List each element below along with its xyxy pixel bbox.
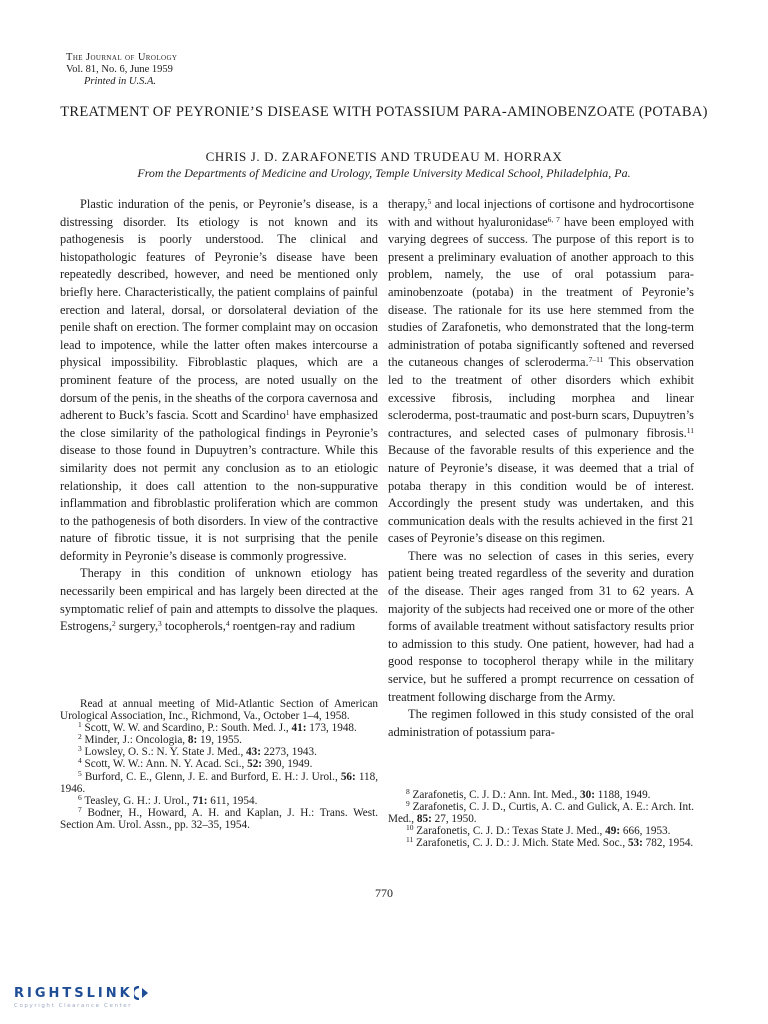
- paragraph: Therapy in this condition of unknown etiology has necessarily been empirical and has largely been directed at the symptomatic relief of pain and attempts to dissolve the plaques. Estrogens,$^2$ surgery,$^3$ tocopherols,$^4$ roentgen-ray and radium: [60, 566, 378, 634]
- footnote: $^3$ Lowsley, O. S.: N. Y. State J. Med., 43: 2273, 1943.: [78, 744, 317, 759]
- citation: 11: [686, 425, 694, 435]
- footnotes-left: [60, 698, 378, 831]
- article-authors: CHRIS J. D. ZARAFONETIS AND TRUDEAU M. HORRAX: [205, 149, 563, 164]
- footnote: $^7$ Bodner, H., Howard, A. H. and Kaplan, J. H.: Trans. West. Section Am. Urol. Assn., pp. 32–35, 1954.: [60, 804, 378, 831]
- paragraph: There was no selection of cases in this series, every patient being treated regardless of the severity and duration of the disease. Their ages ranged from 31 to 62 years. A majority of the subjects had received one or more of the other forms of available treatment without satisfactory results prior to admission to this study. One patient, however, had had a good response to tocopherol therapy while in the military service, but he suffered a prompt recurrence on cessation of treatment following discharge from the Army.: [388, 548, 694, 704]
- citation: 2: [111, 619, 116, 629]
- footnote: $^4$ Scott, W. W.: Ann. N. Y. Acad. Sci., 52: 390, 1949.: [78, 756, 313, 771]
- body-column-left: [60, 196, 378, 636]
- footnote: $^8$ Zarafonetis, C. J. D.: Ann. Int. Med., 30: 1188, 1949.: [406, 787, 651, 801]
- footnote: $^5$ Burford, C. E., Glenn, J. E. and Burford, E. H.: J. Urol., 56: 118, 1946.: [60, 768, 378, 795]
- journal-volume: Vol. 81, No. 6, June 1959: [66, 64, 173, 75]
- footnote: $^6$ Teasley, G. H.: J. Urol., 71: 611, 1954.: [78, 792, 258, 807]
- rightslink-subtitle: Copyright Clearance Center: [14, 1003, 133, 1009]
- rightslink-logo-text: RIGHTSLINK: [14, 985, 133, 1001]
- footnotes-right: [388, 789, 694, 849]
- article-affiliation: From the Departments of Medicine and Urology, Temple University Medical School, Philadelphia, Pa.: [137, 166, 631, 180]
- paragraph: therapy,$^5$ and local injections of cortisone and hydrocortisone with and without hyaluronidase$^{6, 7}$ have been employed with varying degrees of success. The purpose of this report is to present a preliminary evaluation of another approach to this problem, namely, the use of oral potassium para-aminobenzoate (potaba) in the treatment of Peyronie’s disease. The rationale for its use here stemmed from the studies of Zarafonetis, who demonstrated that the long-term administration of potaba significantly softened and reversed the cutaneous changes of scleroderma.$^{7-11}$ This observation led to the treatment of other disorders which exhibit excessive fibrosis, including morphea and linear scleroderma, post-traumatic and post-burn scars, Dupuytren’s contractures, and selected cases of pulmonary fibrosis.$^{11}$ Because of the favorable results of this experience and the nature of Peyronie’s disease, it was deemed that a trial of potaba therapy in this condition would be of interest. Accordingly the present study was undertaken, and this communication deals with the results achieved in the first 21 cases of Peyronie’s disease on this regimen.: [388, 197, 695, 546]
- citation: 5: [427, 197, 432, 206]
- rightslink-watermark: [14, 984, 150, 1009]
- citation: 3: [158, 619, 162, 629]
- body-column-right: [388, 196, 694, 741]
- citation: 7–11: [588, 355, 604, 365]
- paragraph: The regimen followed in this study consisted of the oral administration of potassium para-: [388, 707, 694, 739]
- citation: 1: [285, 408, 290, 418]
- footnote: $^1$ Scott, W. W. and Scardino, P.: South. Med. J., 41: 173, 1948.: [78, 720, 357, 735]
- rightslink-arrow-icon: [134, 986, 150, 1000]
- page-number: 770: [375, 886, 393, 900]
- journal-header: [66, 52, 177, 88]
- footnote: $^9$ Zarafonetis, C. J. D., Curtis, A. C. and Gulick, A. E.: Arch. Int. Med., 85: 27, 1950.: [388, 799, 694, 826]
- journal-printed: Printed in U.S.A.: [84, 76, 157, 87]
- footnote: $^{11}$ Zarafonetis, C. J. D.: J. Mich. State Med. Soc., 53: 782, 1954.: [406, 835, 694, 850]
- footnote-meeting: Read at annual meeting of Mid-Atlantic Section of American Urological Association, Inc., Richmond, Va., October 1–4, 1958.: [60, 698, 378, 723]
- citation: 6, 7: [547, 214, 560, 224]
- journal-name: The Journal of Urology: [66, 52, 178, 63]
- footnote: $^{10}$ Zarafonetis, C. J. D.: Texas State J. Med., 49: 666, 1953.: [406, 823, 671, 838]
- citation: 4: [225, 619, 230, 629]
- article-title: TREATMENT OF PEYRONIE’S DISEASE WITH POTASSIUM PARA-AMINOBENZOATE (POTABA): [60, 104, 708, 120]
- paragraph: Plastic induration of the penis, or Peyronie’s disease, is a distressing disorder. Its etiology is not known and its pathogenesis is poorly understood. The clinical and histopathologic features of Peyronie’s disease have been repeatedly described, however, and need be mentioned only briefly here. Characteristically, the patient complains of painful erection and lateral, dorsal, or dorsolateral deviation of the penile shaft on erection. The former complaint may on occasion lead to impotence, while the latter often makes intercourse a physical impossibility. Fibroblastic plaques, which are a prominent feature of the process, are noted usually on the dorsum of the penis, in the sheaths of the corpora cavernosa and adherent to Buck’s fascia. Scott and Scardino$^1$ have emphasized the close similarity of the pathological findings in Peyronie’s disease to those found in Dupuytren’s contracture. While this similarity does not permit any conclusion as to an etiologic relationship, it does call attention to the non-suppurative inflammation and fibroblastic proliferation which are common to the pathogenesis of both disorders. In view of the contractive nature of fibrotic tissue, it is not surprising that the penile deformity in Peyronie’s disease is commonly progressive.: [60, 197, 378, 563]
- footnote: $^2$ Minder, J.: Oncologia, 8: 19, 1955.: [78, 732, 242, 747]
